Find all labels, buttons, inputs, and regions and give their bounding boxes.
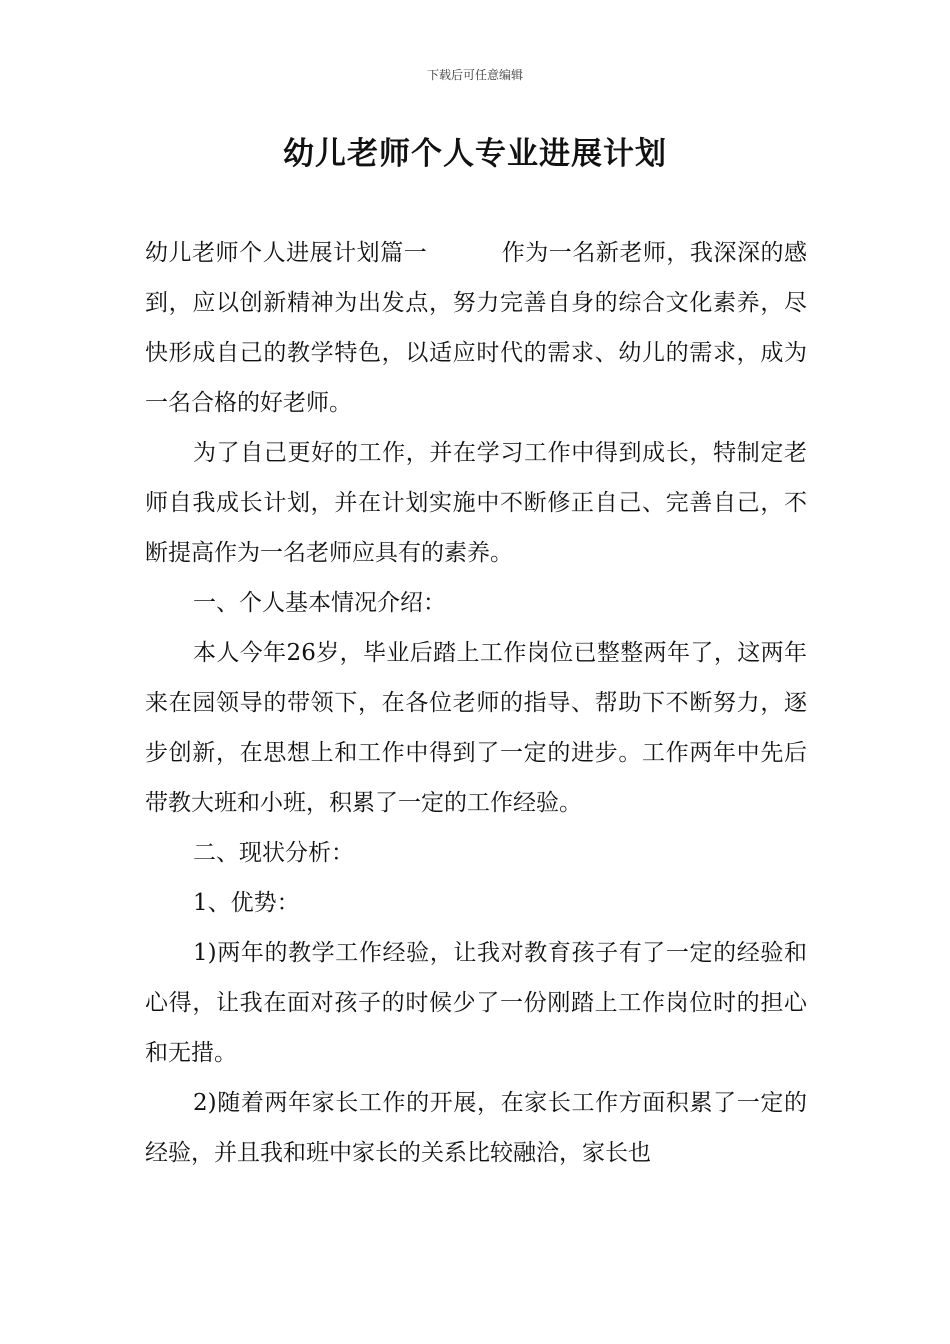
paragraph-text: 作为一名新老师，我深深的感到，应以创新精神为出发点，努力完善自身的综合文化素养，尽快形成自己的教学特色，以适应时代的需求、幼儿的需求，成为一名合格的好老师。 xyxy=(145,240,808,416)
document-title: 幼儿老师个人专业进展计划 xyxy=(283,136,667,172)
first-paragraph xyxy=(145,228,807,428)
section-heading: 幼儿老师个人进展计划篇一 xyxy=(145,240,428,266)
paragraph: 1)两年的教学工作经验，让我对教育孩子有了一定的经验和心得，让我在面对孩子的时候少了一份刚踏上工作岗位时的担心和无措。 xyxy=(145,940,807,1066)
paragraph: 二、现状分析： xyxy=(193,840,354,866)
paragraph: 1、优势： xyxy=(193,890,300,916)
paragraph: 一、个人基本情况介绍： xyxy=(193,590,446,616)
paragraph: 为了自己更好的工作，并在学习工作中得到成长，特制定老师自我成长计划，并在计划实施中不断修正自己、完善自己，不断提高作为一名老师应具有的素养。 xyxy=(145,440,807,566)
header-note: 下载后可任意编辑 xyxy=(426,68,523,82)
paragraph: 本人今年26岁，毕业后踏上工作岗位已整整两年了，这两年来在园领导的带领下，在各位老师的指导、帮助下不断努力，逐步创新，在思想上和工作中得到了一定的进步。工作两年中先后带教大班和小班，积累了一定的工作经验。 xyxy=(145,640,807,816)
document-body xyxy=(145,228,807,1178)
paragraph: 2)随着两年家长工作的开展，在家长工作方面积累了一定的经验，并且我和班中家长的关系比较融洽，家长也 xyxy=(145,1090,807,1166)
